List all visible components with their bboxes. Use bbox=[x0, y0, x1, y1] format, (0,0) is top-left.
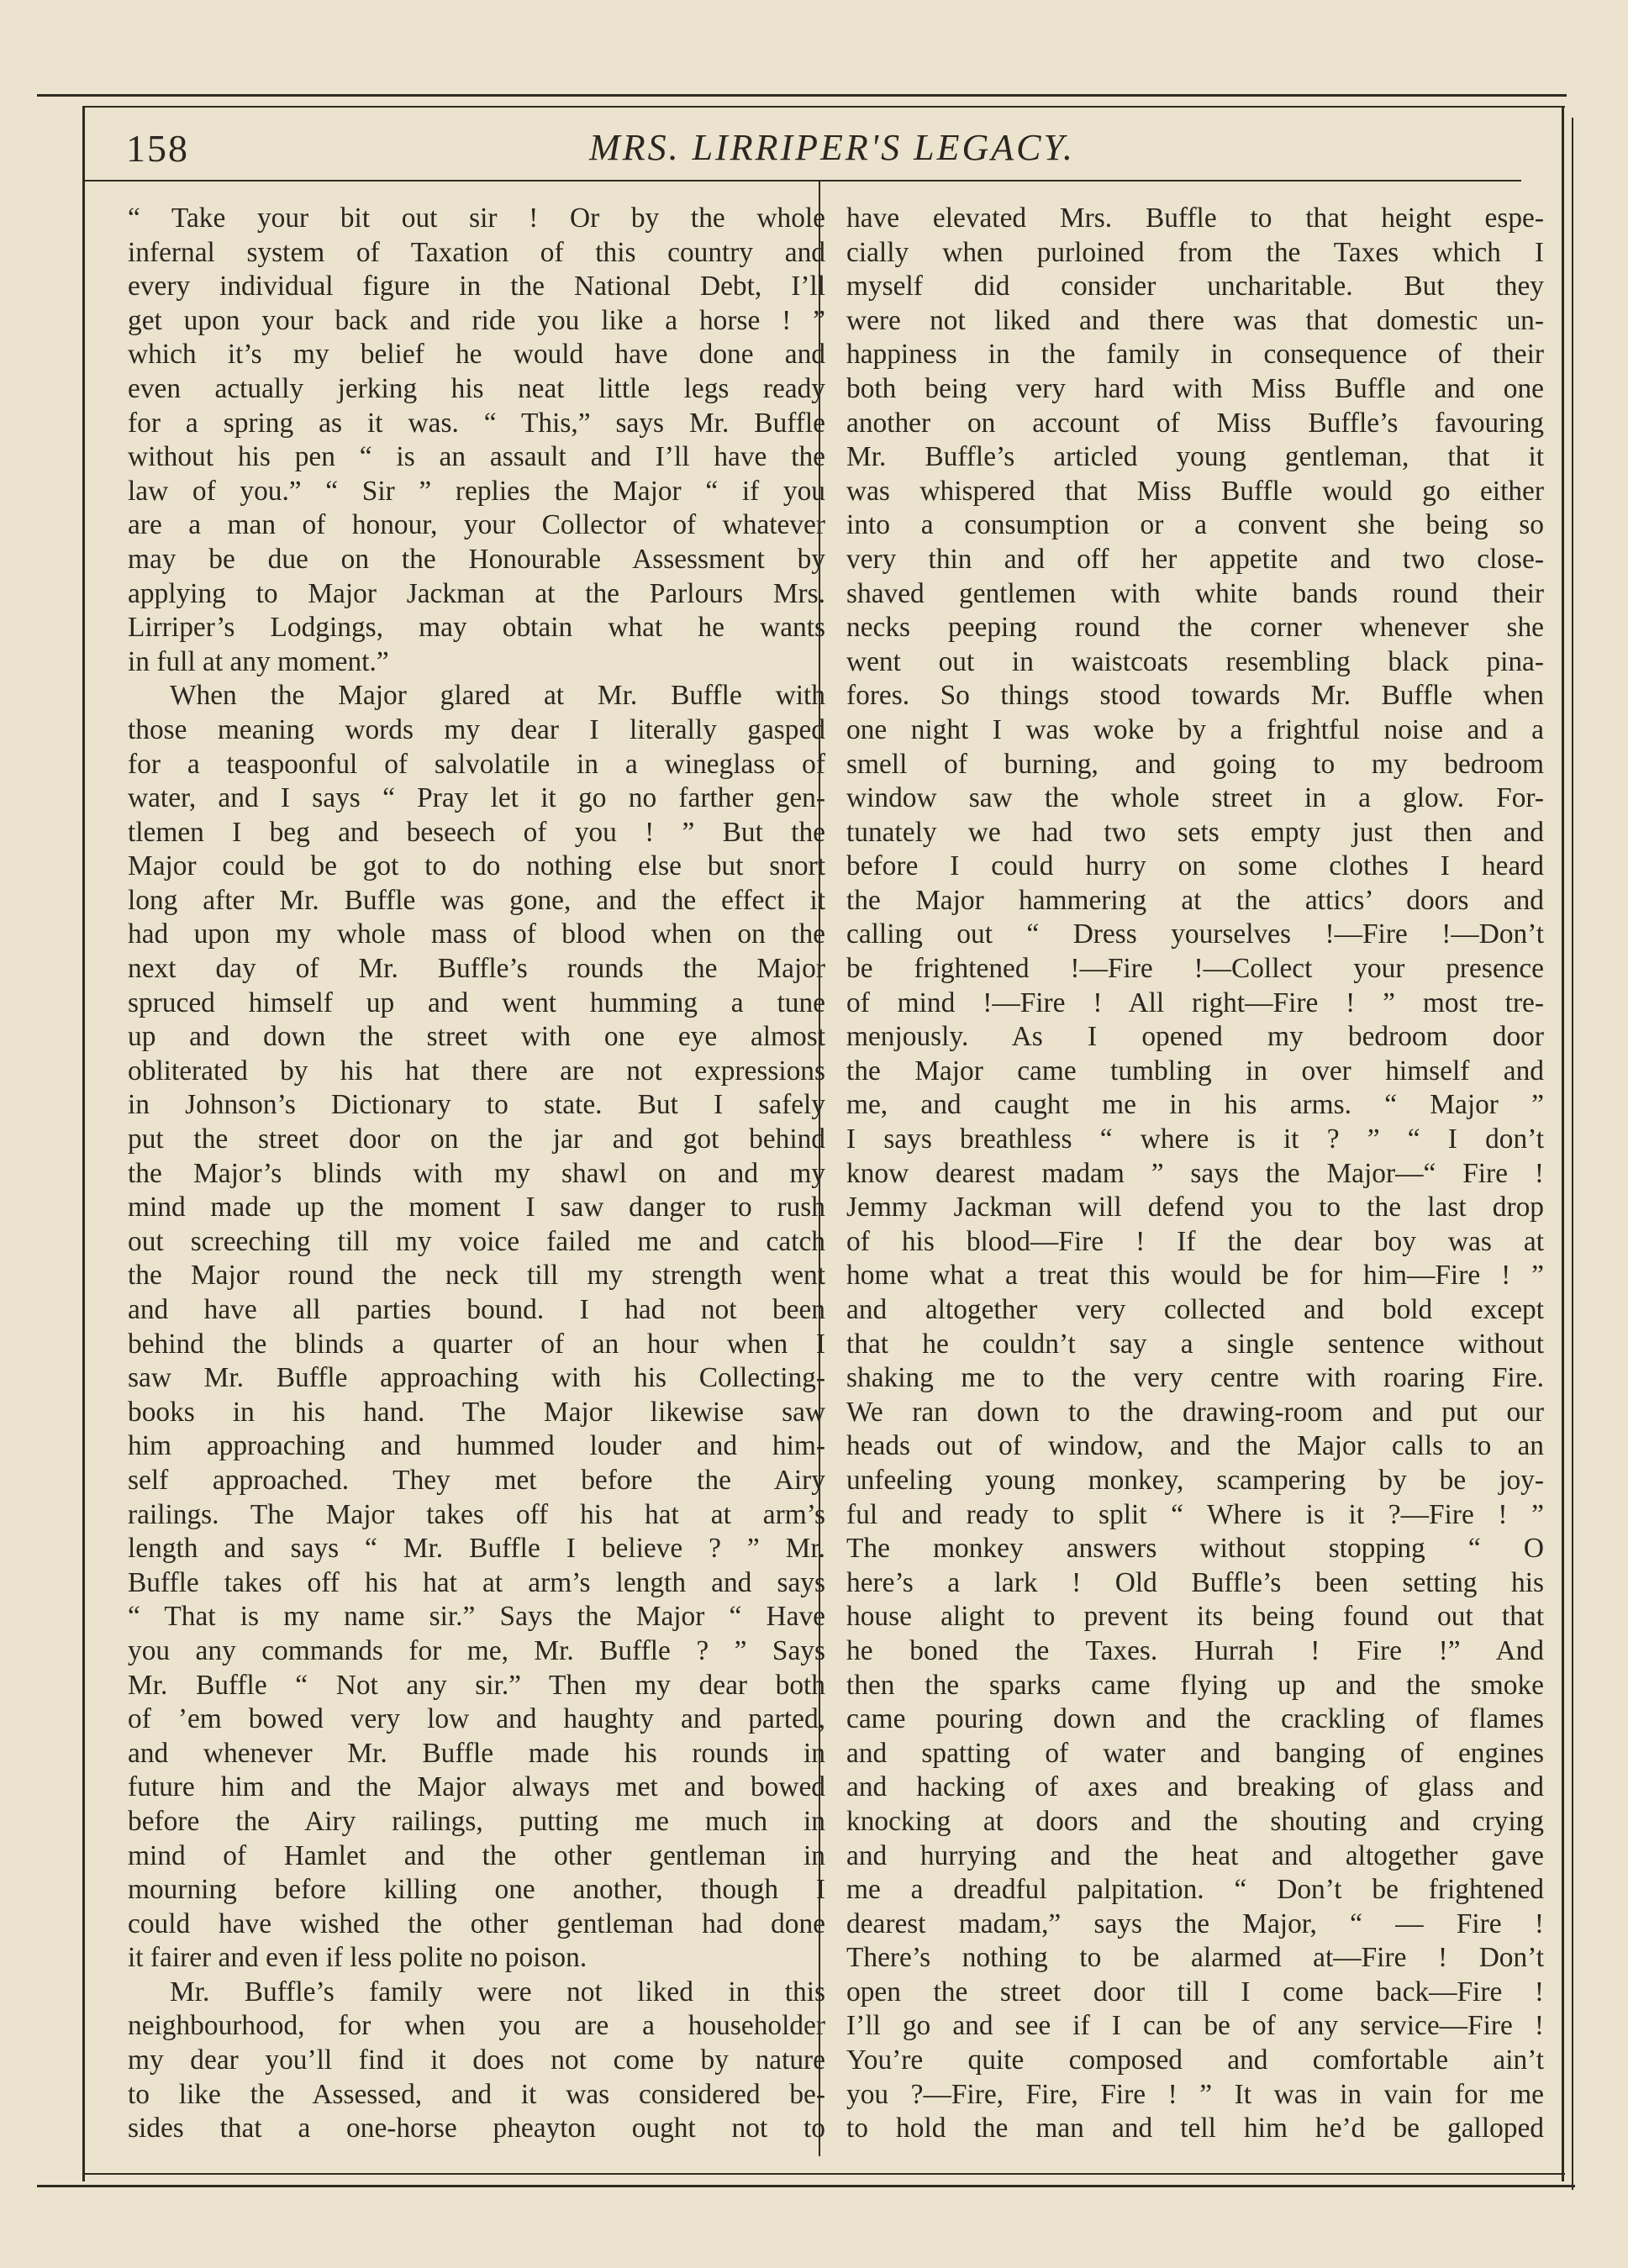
page-number: 158 bbox=[126, 127, 189, 170]
text-line: out screeching till my voice failed me and catch bbox=[128, 1225, 825, 1257]
text-line: you any commands for me, Mr. Buffle ? ” Says bbox=[128, 1634, 825, 1666]
text-line: to hold the man and tell him he’d be galloped bbox=[846, 2113, 1544, 2144]
text-line: mind made up the moment I saw danger to rush bbox=[128, 1192, 825, 1223]
bottom-border-rule bbox=[37, 2185, 1575, 2187]
text-line: for a spring as it was. “ This,” says Mr. Buffle bbox=[128, 407, 825, 439]
text-line: There’s nothing to be alarmed at—Fire ! Don’t bbox=[846, 1942, 1544, 1974]
text-line: open the street door till I come back—Fire ! bbox=[846, 1976, 1544, 2008]
inner-frame-top bbox=[82, 106, 1565, 108]
text-line: “ That is my name sir.” Says the Major “ Have bbox=[128, 1601, 825, 1633]
text-line: long after Mr. Buffle was gone, and the effect it bbox=[128, 884, 825, 916]
inner-frame-bottom bbox=[82, 2173, 1565, 2175]
text-line: house alight to prevent its being found out that bbox=[846, 1601, 1544, 1633]
text-line: Mr. Buffle’s articled young gentleman, that it bbox=[846, 441, 1544, 473]
inner-frame-right bbox=[1562, 106, 1564, 2181]
text-line: law of you.” “ Sir ” replies the Major “ if you bbox=[128, 475, 825, 507]
text-line: Buffle takes off his hat at arm’s length and says bbox=[128, 1566, 825, 1598]
text-line: and altogether very collected and bold except bbox=[846, 1294, 1544, 1325]
text-line: tlemen I beg and beseech of you ! ” But the bbox=[128, 816, 825, 848]
text-line: the Major’s blinds with my shawl on and my bbox=[128, 1157, 825, 1189]
text-line: spruced himself up and went humming a tune bbox=[128, 987, 825, 1018]
text-line: me, and caught me in his arms. “ Major ” bbox=[846, 1089, 1544, 1121]
text-line: those meaning words my dear I literally gasped bbox=[128, 713, 825, 745]
text-line: it fairer and even if less polite no poison. bbox=[128, 1942, 587, 1974]
text-line: him approaching and hummed louder and him- bbox=[128, 1430, 825, 1462]
text-line: “ Take your bit out sir ! Or by the whole bbox=[128, 203, 825, 234]
text-line: very thin and off her appetite and two close- bbox=[846, 543, 1544, 575]
text-line: ful and ready to split “ Where is it ?—Fire ! ” bbox=[846, 1498, 1544, 1530]
text-line: without his pen “ is an assault and I’ll have the bbox=[128, 441, 825, 473]
text-line: and spatting of water and banging of engines bbox=[846, 1737, 1544, 1769]
text-line: Lirriper’s Lodgings, may obtain what he wants bbox=[128, 612, 825, 644]
text-line: was whispered that Miss Buffle would go either bbox=[846, 475, 1544, 507]
text-line: cially when purloined from the Taxes which I bbox=[846, 236, 1544, 268]
top-border-rule bbox=[37, 94, 1567, 97]
running-head: MRS. LIRRIPER'S LEGACY. bbox=[589, 127, 1075, 168]
text-line: shaved gentlemen with white bands round their bbox=[846, 577, 1544, 609]
outer-frame-right bbox=[1572, 118, 1573, 2190]
text-line: We ran down to the drawing-room and put our bbox=[846, 1396, 1544, 1428]
text-line: Jemmy Jackman will defend you to the last drop bbox=[846, 1192, 1544, 1223]
text-line: before I could hurry on some clothes I heard bbox=[846, 850, 1544, 882]
text-line: then the sparks came flying up and the smoke bbox=[846, 1669, 1544, 1701]
text-line: up and down the street with one eye almost bbox=[128, 1021, 825, 1053]
text-line: necks peeping round the corner whenever she bbox=[846, 612, 1544, 644]
text-line: mind of Hamlet and the other gentleman in bbox=[128, 1839, 825, 1871]
text-line: future him and the Major always met and bowed bbox=[128, 1771, 825, 1803]
text-line: me a dreadful palpitation. “ Don’t be frightened bbox=[846, 1874, 1544, 1906]
text-line: Mr. Buffle’s family were not liked in this bbox=[170, 1976, 825, 2008]
text-line: one night I was woke by a frightful noise and a bbox=[846, 713, 1544, 745]
text-line: for a teaspoonful of salvolatile in a wineglass of bbox=[128, 748, 825, 780]
text-line: may be due on the Honourable Assessment by bbox=[128, 543, 825, 575]
text-line: both being very hard with Miss Buffle and one bbox=[846, 372, 1544, 404]
text-line: even actually jerking his neat little legs ready bbox=[128, 372, 825, 404]
text-line: into a consumption or a convent she being so bbox=[846, 509, 1544, 541]
text-line: myself did consider uncharitable. But they bbox=[846, 271, 1544, 303]
text-line: mourning before killing one another, though I bbox=[128, 1874, 825, 1906]
text-line: which it’s my belief he would have done and bbox=[128, 339, 825, 371]
text-line: the Major hammering at the attics’ doors and bbox=[846, 884, 1544, 916]
text-line: neighbourhood, for when you are a householder bbox=[128, 2010, 825, 2042]
header-rule bbox=[82, 180, 1521, 182]
text-column-left bbox=[128, 202, 825, 2160]
text-line: in full at any moment.” bbox=[128, 645, 389, 677]
text-line: of his blood—Fire ! If the dear boy was at bbox=[846, 1225, 1544, 1257]
text-line: shaking me to the very centre with roaring Fire. bbox=[846, 1362, 1544, 1394]
text-line: get upon your back and ride you like a horse ! ” bbox=[128, 304, 825, 336]
text-line: to like the Assessed, and it was considered be- bbox=[128, 2078, 825, 2110]
text-line: When the Major glared at Mr. Buffle with bbox=[170, 680, 825, 712]
text-column-right bbox=[846, 202, 1544, 2160]
text-line: heads out of window, and the Major calls to an bbox=[846, 1430, 1544, 1462]
text-line: unfeeling young monkey, scampering by be joy- bbox=[846, 1464, 1544, 1496]
text-line: my dear you’ll find it does not come by nature bbox=[128, 2044, 825, 2076]
text-line: Major could be got to do nothing else but snort bbox=[128, 850, 825, 882]
text-line: the Major came tumbling in over himself and bbox=[846, 1055, 1544, 1087]
text-line: you ?—Fire, Fire, Fire ! ” It was in vain for me bbox=[846, 2078, 1544, 2110]
text-line: know dearest madam ” says the Major—“ Fire ! bbox=[846, 1157, 1544, 1189]
text-line: knocking at doors and the shouting and crying bbox=[846, 1805, 1544, 1837]
text-line: went out in waistcoats resembling black pina- bbox=[846, 645, 1544, 677]
text-line: I says breathless “ where is it ? ” “ I don’t bbox=[846, 1123, 1544, 1155]
text-line: put the street door on the jar and got behind bbox=[128, 1123, 825, 1155]
text-line: and have all parties bound. I had not been bbox=[128, 1294, 825, 1325]
text-line: self approached. They met before the Airy bbox=[128, 1464, 825, 1496]
text-line: window saw the whole street in a glow. For- bbox=[846, 782, 1544, 814]
text-line: another on account of Miss Buffle’s favouring bbox=[846, 407, 1544, 439]
text-line: railings. The Major takes off his hat at arm’s bbox=[128, 1498, 825, 1530]
text-line: The monkey answers without stopping “ O bbox=[846, 1533, 1544, 1565]
text-line: I’ll go and see if I can be of any service—Fire ! bbox=[846, 2010, 1544, 2042]
text-line: books in his hand. The Major likewise saw bbox=[128, 1396, 825, 1428]
text-line: and hacking of axes and breaking of glass and bbox=[846, 1771, 1544, 1803]
text-line: be frightened !—Fire !—Collect your presence bbox=[846, 953, 1544, 985]
text-line: every individual figure in the National Debt, I’ll bbox=[128, 271, 825, 303]
text-line: infernal system of Taxation of this country and bbox=[128, 236, 825, 268]
text-line: Mr. Buffle “ Not any sir.” Then my dear both bbox=[128, 1669, 825, 1701]
text-line: happiness in the family in consequence of their bbox=[846, 339, 1544, 371]
text-line: are a man of honour, your Collector of whatever bbox=[128, 509, 825, 541]
text-line: came pouring down and the crackling of flames bbox=[846, 1703, 1544, 1735]
text-line: here’s a lark ! Old Buffle’s been setting his bbox=[846, 1566, 1544, 1598]
text-line: fores. So things stood towards Mr. Buffle when bbox=[846, 680, 1544, 712]
text-line: behind the blinds a quarter of an hour when I bbox=[128, 1328, 825, 1360]
text-line: the Major round the neck till my strength went bbox=[128, 1260, 825, 1292]
text-line: calling out “ Dress yourselves !—Fire !—Don’t bbox=[846, 918, 1544, 950]
inner-frame-left bbox=[82, 106, 85, 2181]
text-line: of mind !—Fire ! All right—Fire ! ” most tre- bbox=[846, 987, 1544, 1018]
text-line: were not liked and there was that domestic un- bbox=[846, 304, 1544, 336]
text-line: tunately we had two sets empty just then and bbox=[846, 816, 1544, 848]
text-line: next day of Mr. Buffle’s rounds the Major bbox=[128, 953, 825, 985]
text-line: could have wished the other gentleman had done bbox=[128, 1908, 825, 1939]
text-line: water, and I says “ Pray let it go no farther gen- bbox=[128, 782, 825, 814]
text-line: You’re quite composed and comfortable ain’t bbox=[846, 2044, 1544, 2076]
text-line: applying to Major Jackman at the Parlours Mrs. bbox=[128, 577, 825, 609]
text-line: in Johnson’s Dictionary to state. But I safely bbox=[128, 1089, 825, 1121]
text-line: length and says “ Mr. Buffle I believe ? ” Mr. bbox=[128, 1533, 825, 1565]
text-line: menjously. As I opened my bedroom door bbox=[846, 1021, 1544, 1053]
text-line: obliterated by his hat there are not expressions bbox=[128, 1055, 825, 1087]
text-line: and whenever Mr. Buffle made his rounds in bbox=[128, 1737, 825, 1769]
text-line: before the Airy railings, putting me much in bbox=[128, 1805, 825, 1837]
text-line: he boned the Taxes. Hurrah ! Fire !” And bbox=[846, 1634, 1544, 1666]
text-line: smell of burning, and going to my bedroom bbox=[846, 748, 1544, 780]
text-line: have elevated Mrs. Buffle to that height espe- bbox=[846, 203, 1544, 234]
text-line: saw Mr. Buffle approaching with his Collecting- bbox=[128, 1362, 825, 1394]
text-line: sides that a one-horse pheayton ought not to bbox=[128, 2113, 825, 2144]
text-line: dearest madam,” says the Major, “ — Fire ! bbox=[846, 1908, 1544, 1939]
text-line: home what a treat this would be for him—Fire ! ” bbox=[846, 1260, 1544, 1292]
text-line: that he couldn’t say a single sentence without bbox=[846, 1328, 1544, 1360]
text-line: and hurrying and the heat and altogether gave bbox=[846, 1839, 1544, 1871]
text-line: had upon my whole mass of blood when on the bbox=[128, 918, 825, 950]
text-line: of ’em bowed very low and haughty and parted, bbox=[128, 1703, 825, 1735]
